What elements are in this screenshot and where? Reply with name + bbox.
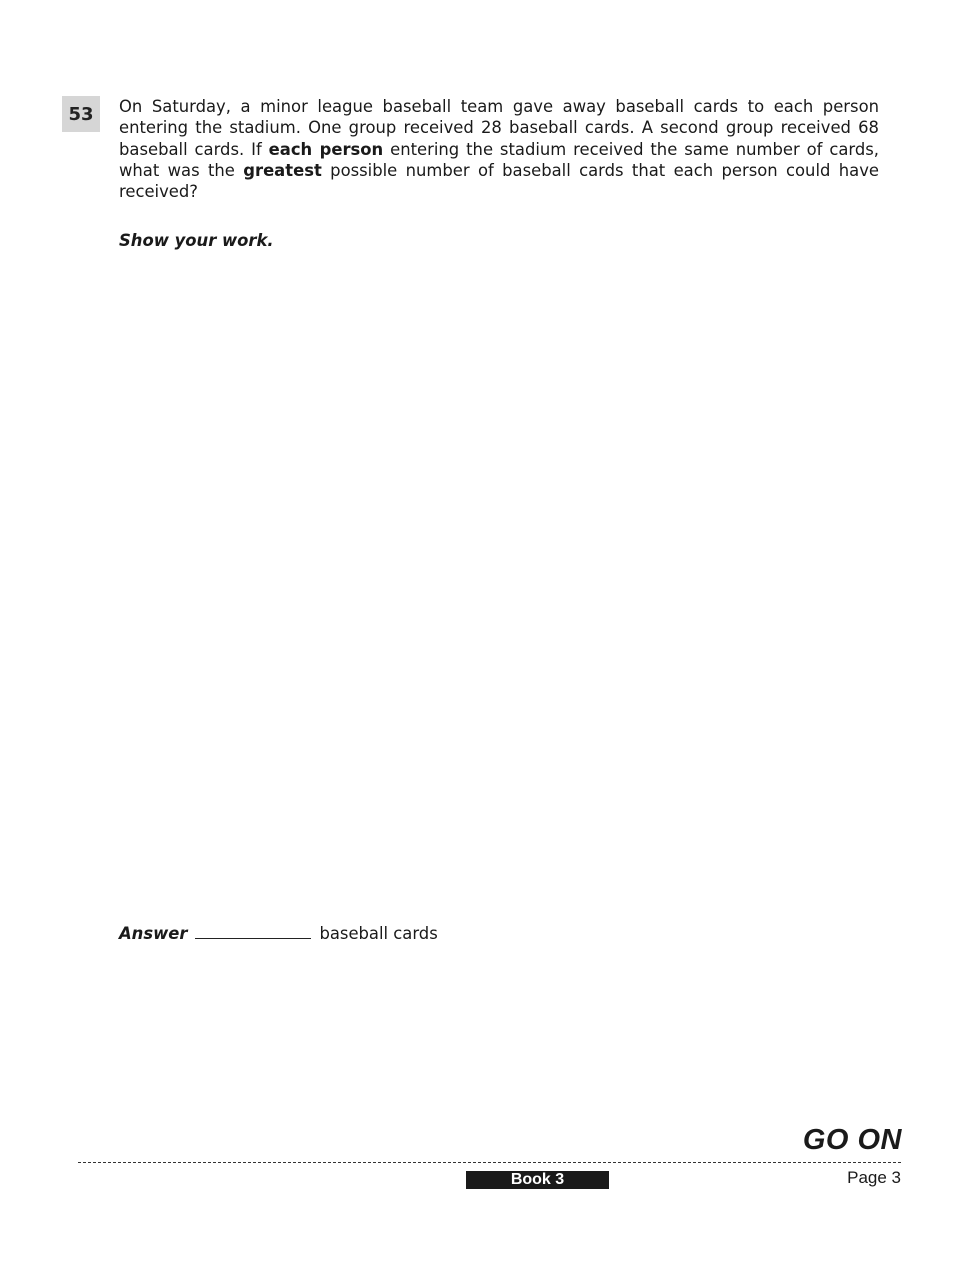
- question-text-part-1: On Saturday, a minor league baseball team gave away baseball cards to each person entering the stadium. One group received 28 baseball cards. A second group received 68 baseball cards. If: [119, 97, 879, 159]
- go-on-label: GO ON: [802, 1124, 902, 1156]
- answer-unit: baseball cards: [319, 924, 438, 943]
- answer-blank[interactable]: [195, 922, 311, 939]
- emphasis-greatest: greatest: [243, 160, 322, 180]
- book-badge: Book 3: [466, 1171, 609, 1189]
- emphasis-each-person: each person: [268, 139, 384, 159]
- page-number: Page 3: [847, 1168, 901, 1187]
- question-text: [119, 96, 879, 202]
- question-number-badge: 53: [62, 96, 100, 132]
- question-text-part-2: entering the stadium received the same number of cards, what was the: [119, 139, 879, 180]
- show-work-instruction: Show your work.: [119, 231, 274, 250]
- footer-divider: [78, 1162, 901, 1163]
- answer-label: Answer: [119, 924, 188, 943]
- question-text-part-3: possible number of baseball cards that each person could have received?: [119, 160, 879, 202]
- answer-row: [119, 922, 438, 943]
